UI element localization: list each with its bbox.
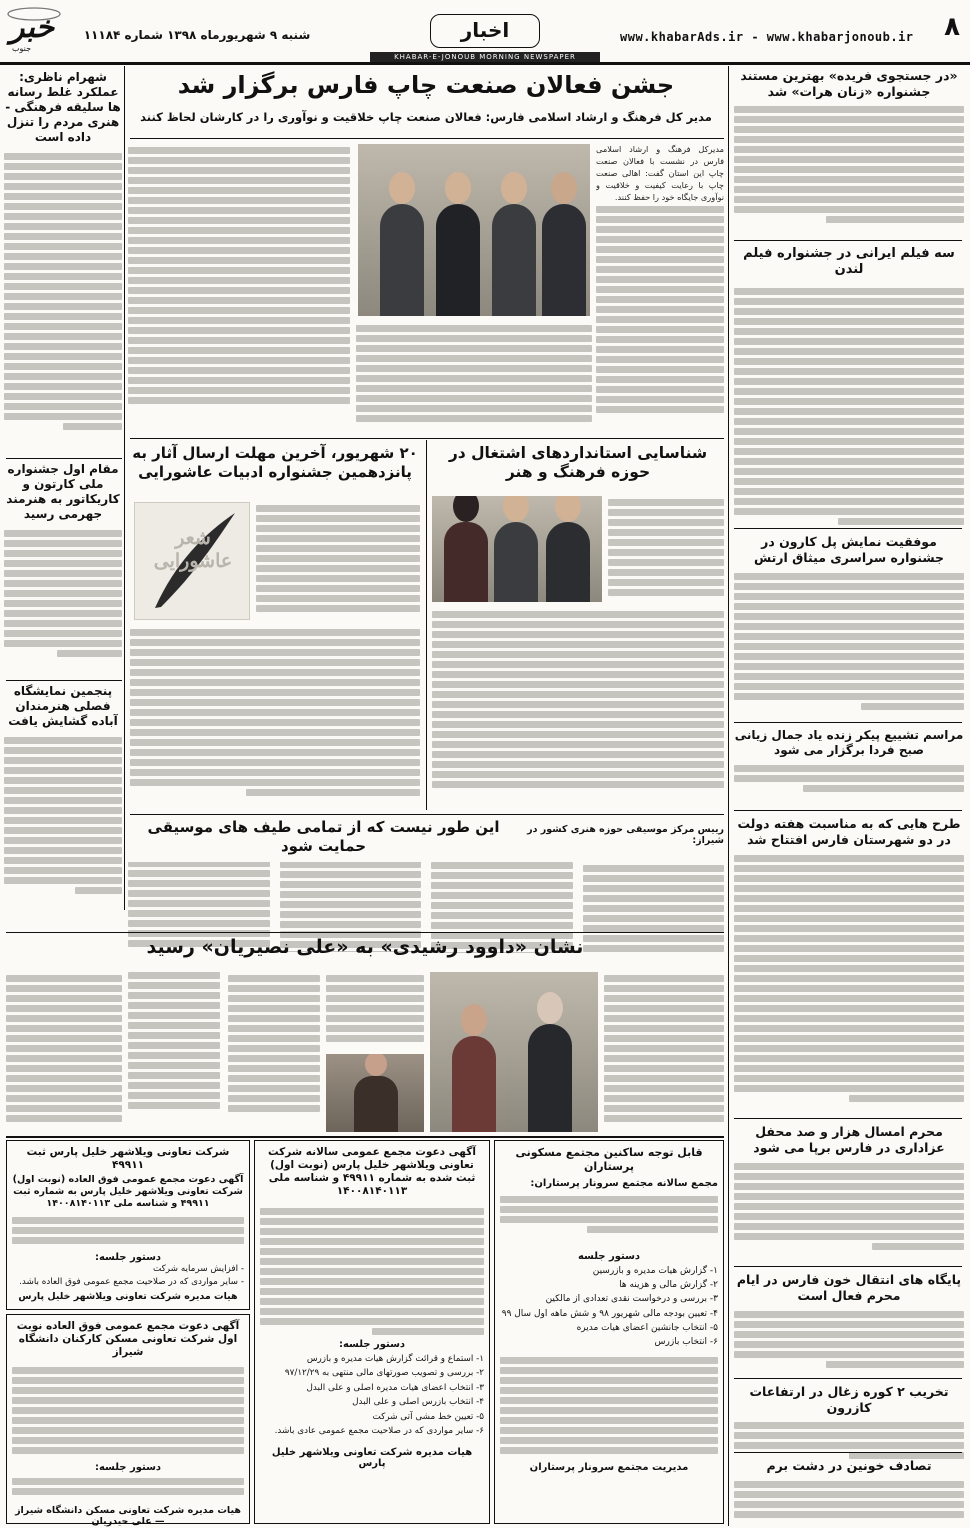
article-body [734, 762, 964, 802]
main-story-body-right [596, 144, 724, 434]
award-photo [430, 972, 598, 1132]
award-photo-small [326, 1054, 424, 1132]
logo-sub: جنوب [12, 44, 32, 53]
agenda-item: ۱- گزارش هیات مدیره و بازرسین [592, 1265, 718, 1276]
ad-subtitle: مجمع سالانه مجتمع سرونار پرستاران: [530, 1177, 718, 1189]
agenda-item: ۶- انتخاب بازرس [654, 1337, 718, 1348]
left-article-1 [4, 70, 122, 450]
ad-shiraz-university-housing [6, 1314, 250, 1528]
masthead-banner: KHABAR-E-JONOUB MORNING NEWSPAPER [370, 52, 600, 62]
article-body [734, 852, 964, 1120]
newspaper-logo[interactable] [4, 4, 66, 52]
right-article-2 [734, 246, 964, 543]
photo-person [492, 204, 536, 316]
section-title: اخبار [430, 14, 540, 48]
ad-residential-complex [494, 1140, 724, 1524]
ad-agenda-list [12, 1263, 244, 1289]
mid-photo-1 [432, 496, 602, 602]
ad-agenda: دستور جلسه: [338, 1338, 406, 1350]
agenda-item: ۳- انتخاب اعضای هیات مدیره اصلی و علی البدل [306, 1382, 484, 1393]
article-body [734, 1308, 964, 1372]
article-headline: ۲۰ شهریور، آخرین مهلت ارسال آثار به پانزدهمین جشنواره ادبیات عاشورایی [132, 444, 418, 481]
masthead [0, 0, 970, 60]
ad-signature: هیات مدیره شرکت تعاونی ویلاشهر خلیل پارس [271, 1446, 473, 1469]
poetry-badge [134, 502, 250, 620]
mid-article-4 [6, 936, 724, 960]
article-headline: مقام اول جشنواره ملی کارتون و کاریکاتور به هنرمند جهرمی رسید [6, 462, 120, 521]
agenda-item: - افزایش سرمایه شرکت [152, 1263, 244, 1274]
main-story-body-under-photo [356, 322, 592, 434]
article-body [734, 285, 964, 543]
article-body [734, 570, 964, 720]
article-headline: موفقیت نمایش پل کارون در جشنواره سراسری میثاق ارتش [753, 534, 945, 565]
article-body [734, 103, 964, 231]
article-headline: تصادف خونین در دشت برم [766, 1458, 932, 1473]
ad-title: شرکت تعاونی ویلاشهر خلیل پارس ثبت ۴۹۹۱۱ [26, 1146, 230, 1172]
left-column-divider [124, 66, 125, 910]
main-story-body-left [128, 144, 350, 434]
agenda-item: ۲- بررسی و تصویب صورتهای مالی منتهی به ۹۷/۱۲/۲۹ [284, 1368, 484, 1378]
right-article-1 [734, 68, 964, 231]
agenda-item: ۵- انتخاب جانشین اعضای هیات مدیره [576, 1323, 718, 1334]
article-headline: پایگاه های انتقال خون فارس در ایام محرم فعال است [736, 1272, 962, 1303]
main-photo [358, 144, 590, 316]
agenda-item: ۱- استماع و قرائت گزارش هیات مدیره و بازرس [306, 1353, 484, 1364]
article-headline: سه فیلم ایرانی در جشنواره فیلم لندن [743, 246, 955, 278]
ad-title: آگهی دعوت مجمع عمومی فوق العاده نوبت اول شرکت تعاونی مسکن کارکنان دانشگاه شیراز [16, 1320, 240, 1359]
site-url[interactable]: www.khabarAds.ir - www.khabarjonoub.ir [620, 30, 914, 44]
ad-villa-annual-meeting [254, 1140, 490, 1524]
photo-person [436, 204, 480, 316]
photo-person [542, 204, 586, 316]
agenda-item: ۲- گزارش مالی و هزینه ها [619, 1279, 718, 1290]
agenda-item: ۵- تعیین خط مشی آتی شرکت [372, 1411, 484, 1422]
ad-agenda: دستور جلسه [577, 1250, 641, 1262]
article-body [4, 734, 122, 904]
right-article-5 [734, 816, 964, 1120]
masthead-rule [0, 62, 970, 65]
article-headline: مراسم تشییع پیکر زنده یاد جمال زیانی صبح فردا برگزار می شود [734, 728, 964, 757]
article-headline: پنجمین نمایشگاه فصلی هنرمندان آباده گشایش یافت [8, 684, 118, 728]
photo-person [380, 204, 424, 316]
article-headline: «در جستجوی فریده» بهترین مستند جشنواره «زنان هرات» شد [740, 68, 958, 99]
agenda-item: ۶- سایر مواردی که در صلاحیت مجمع عمومی عادی باشد. [274, 1426, 484, 1436]
page-number: ۸ [944, 12, 960, 42]
article-body [734, 1478, 964, 1524]
right-article-4 [734, 728, 964, 802]
ad-agenda-list [500, 1264, 718, 1350]
main-headline: جشن فعالان صنعت چاپ فارس برگزار شد [177, 71, 675, 99]
article-kicker: رییس مرکز موسیقی حوزه هنری کشور در شیراز: [527, 824, 724, 846]
right-column-divider [728, 66, 729, 1526]
left-article-2 [4, 462, 122, 667]
article-headline: این طور نیست که از تمامی طیف های موسیقی حمایت شود [147, 818, 500, 855]
agenda-item: ۳- بررسی و درخواست نقدی تعدادی از مالکین [545, 1294, 718, 1305]
article-headline: طرح هایی که به مناسبت هفته دولت در دو شهرستان فارس افتتاح شد [737, 816, 961, 847]
agenda-item: ۴- تعیین بودجه مالی شهریور ۹۸ و شش ماهه اول سال ۹۹ [501, 1308, 718, 1319]
ad-signature: هیات مدیره شرکت تعاونی مسکن دانشگاه شیراز — علی حیدریان [15, 1505, 241, 1528]
main-subhead: مدیر کل فرهنگ و ارشاد اسلامی فارس: فعالان صنعت چاپ خلاقیت و نوآوری را در کارشان لحاظ کنند [140, 110, 712, 124]
mid-article-2 [130, 444, 420, 572]
main-story [128, 70, 724, 124]
ad-agenda-list [260, 1352, 484, 1439]
article-headline: محرم امسال هزار و صد محفل عزاداری در فارس برپا می شود [753, 1124, 945, 1155]
ad-agenda: دستور جلسه: [94, 1251, 162, 1263]
agenda-item: ۴- انتخاب بازرس اصلی و علی البدل [352, 1397, 484, 1407]
right-article-9 [734, 1458, 964, 1524]
agenda-item: - سایر مواردی که در صلاحیت مجمع عمومی فوق العاده باشد. [19, 1277, 244, 1288]
right-article-6 [734, 1124, 964, 1262]
logo-word: خبر [10, 10, 55, 45]
right-article-3 [734, 534, 964, 720]
article-body [4, 150, 122, 450]
ad-signature: هیات مدیره شرکت تعاونی ویلاشهر خلیل پارس [18, 1291, 238, 1303]
right-article-7 [734, 1272, 964, 1372]
issue-date: شنبه ۹ شهریورماه ۱۳۹۸ شماره ۱۱۱۸۴ [83, 28, 311, 42]
main-lead: مدیرکل فرهنگ و ارشاد اسلامی فارس در نشست با فعالان صنعت چاپ این استان گفت: اهالی صنعت چاپ با رعایت کیفیت و خلاقیت و نوآوری جایگاه خود را حفظ کنند. [596, 144, 724, 434]
left-article-3 [4, 684, 122, 904]
mid-divider [426, 440, 427, 810]
ad-subtitle: آگهی دعوت مجمع عمومی فوق العاده (نوبت اول) شرکت تعاونی ویلاشهر خلیل پارس به شماره ثبت ۴۹۹۱۱ و شناسه ملی ۱۴۰۰۸۱۴۰۱۱۳ [12, 1174, 244, 1209]
ad-signature: مدیریت مجتمع سرونار پرستاران [529, 1461, 689, 1473]
ad-title: آگهی دعوت مجمع عمومی سالانه شرکت تعاونی ویلاشهر خلیل پارس (نوبت اول) ثبت شده به شماره ۴۹۹۱۱ و شناسه ملی ۱۴۰۰۸۱۴۰۱۱۳ [268, 1146, 476, 1198]
article-headline: نشان «داوود رشیدی» به «علی نصیریان» رسید [146, 936, 584, 958]
poetry-badge-text: شعر عاشورایی [153, 527, 233, 572]
ad-villa-extraordinary-meeting [6, 1140, 250, 1310]
right-article-8 [734, 1384, 964, 1469]
mid-article-1 [432, 444, 724, 483]
article-headline: شناسایی استانداردهای اشتغال در حوزه فرهنگ و هنر [448, 444, 708, 482]
ad-agenda: دستور جلسه: [94, 1462, 162, 1474]
article-headline: تخریب ۲ کوره زغال در ارتفاعات کازرون [749, 1384, 949, 1415]
article-body [4, 527, 122, 667]
ad-title: قابل توجه ساکنین مجتمع مسکونی پرستاران [515, 1146, 703, 1173]
article-headline: شهرام ناظری: عملکرد غلط رسانه ها سلیقه فرهنگی - هنری مردم را تنزل داده است [5, 70, 121, 144]
article-body [734, 1160, 964, 1262]
